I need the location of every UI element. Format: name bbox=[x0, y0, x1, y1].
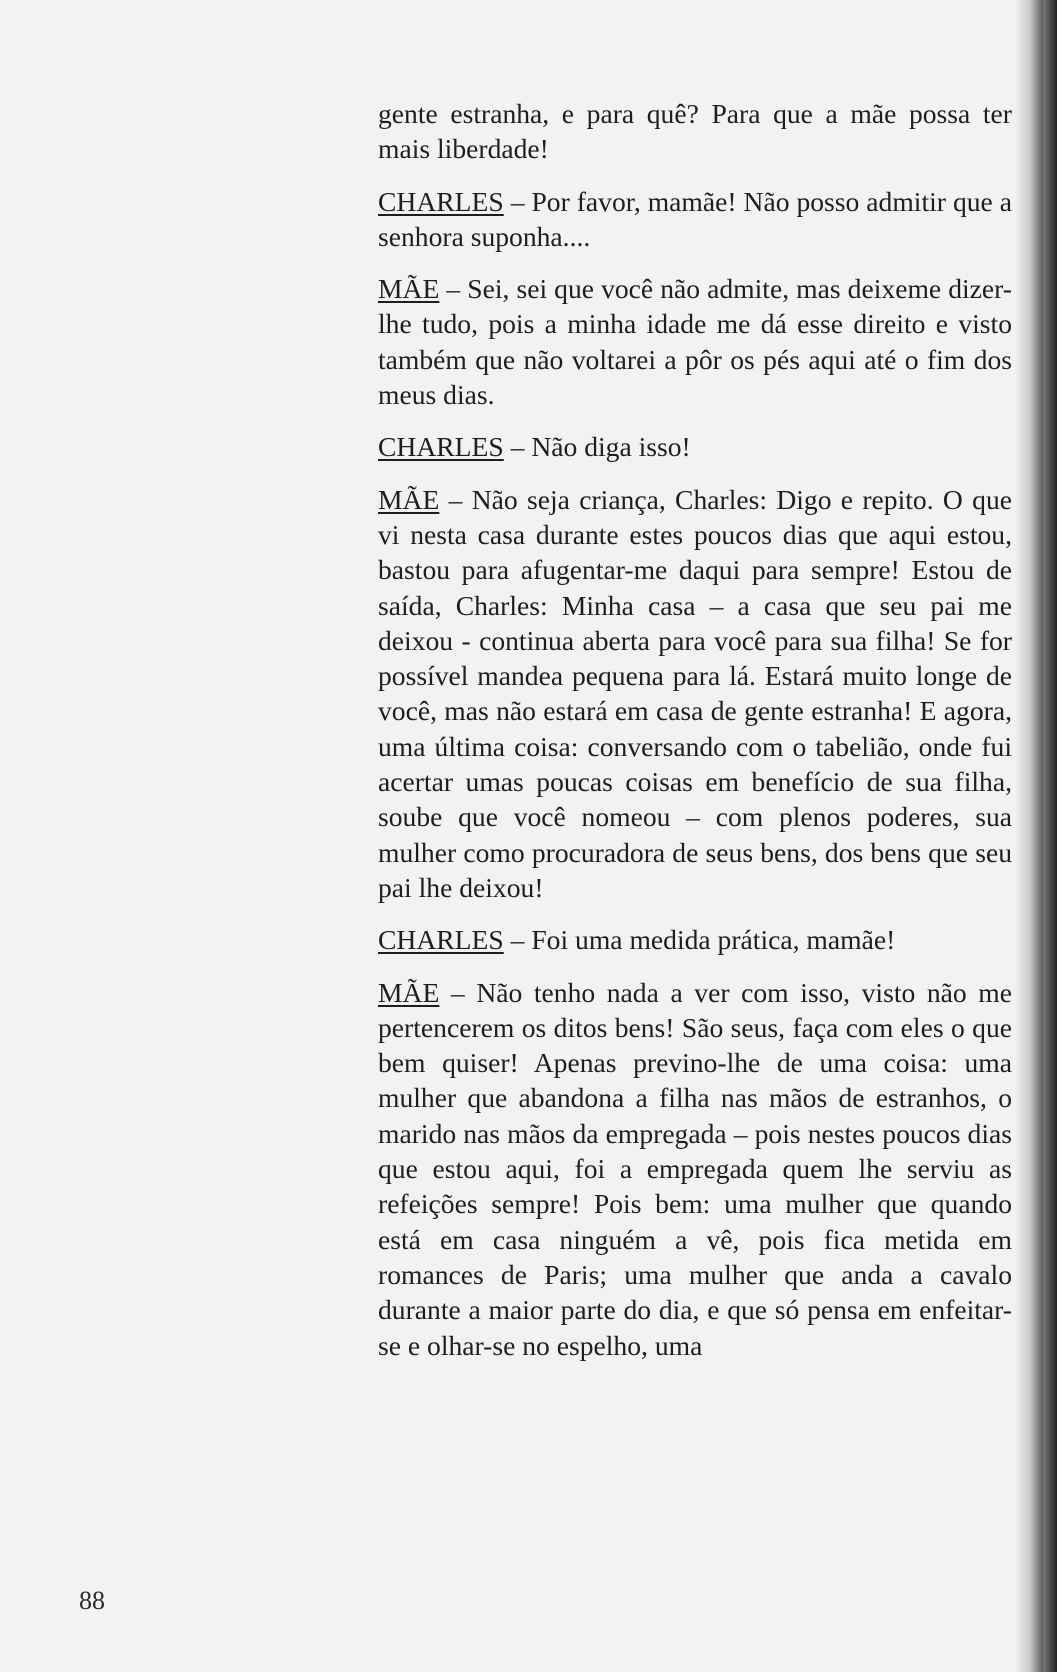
speaker-name: CHARLES bbox=[378, 185, 504, 217]
dialogue-separator: – bbox=[439, 976, 477, 1008]
paragraph-dialogue bbox=[378, 482, 1012, 906]
paragraph-text: Por favor, mamãe! Não posso admitir que a senhora suponha.... bbox=[378, 185, 1012, 252]
paragraph-text: Foi uma medida prática, mamãe! bbox=[531, 924, 896, 956]
paragraph-dialogue bbox=[378, 184, 1012, 255]
speaker-name: MÃE bbox=[378, 273, 440, 305]
page-number: 88 bbox=[79, 1586, 105, 1615]
speaker-name: MÃE bbox=[378, 976, 440, 1008]
paragraph-dialogue bbox=[378, 271, 1012, 412]
paragraph-text: gente estranha, e para quê? Para que a mãe possa ter mais liberdade! bbox=[378, 98, 1012, 165]
dialogue-separator: – bbox=[439, 483, 472, 515]
paragraph-dialogue bbox=[378, 429, 1012, 464]
paragraph-dialogue bbox=[378, 922, 1012, 957]
dialogue-separator: – bbox=[503, 431, 532, 463]
dialogue-separator: – bbox=[503, 924, 532, 956]
book-spine-shadow bbox=[1043, 0, 1057, 1672]
paragraph-text: Não tenho nada a ver com isso, visto não me pertencerem os ditos bens! São seus, faça com eles o que bem quiser! Apenas previno-lhe de uma coisa: uma mulher que abandona a filha nas mãos de estranhos, o marido nas mãos da empregada – pois nestes poucos dias que estou aqui, foi a empregada quem lhe serviu as refeições sempre! Pois bem: uma mulher que quando está em casa ninguém a vê, pois fica metida em romances de Paris; uma mulher que anda a cavalo durante a maior parte do dia, e que só pensa em enfeitar-se e olhar-se no espelho, uma bbox=[378, 976, 1013, 1361]
paragraph-text: Não seja criança, Charles: Digo e repito. O que vi nesta casa durante estes poucos dias que aqui estou, bastou para afugentar-me daqui para sempre! Estou de saída, Charles: Minha casa – a casa que seu pai me deixou - continua aberta para você para sua filha! Se for possível mandea pequena para lá. Estará muito longe de você, mas não estará em casa de gente estranha! E agora, uma última coisa: conversando com o tabelião, onde fui acertar umas poucas coisas em benefício de sua filha, soube que você nomeou – com plenos poderes, sua mulher como procuradora de seus bens, dos bens que seu pai lhe deixou! bbox=[378, 483, 1012, 903]
paragraph-text: Não diga isso! bbox=[531, 431, 691, 463]
speaker-name: CHARLES bbox=[378, 431, 504, 463]
paragraph-continuation bbox=[378, 96, 1012, 167]
paragraph-text: Sei, sei que você não admite, mas deixeme dizer-lhe tudo, pois a minha idade me dá esse direito e visto também que não voltarei a pôr os pés aqui até o fim dos meus dias. bbox=[378, 273, 1012, 411]
dialogue-separator: – bbox=[439, 273, 468, 305]
dialogue-separator: – bbox=[503, 185, 532, 217]
speaker-name: MÃE bbox=[378, 483, 440, 515]
paragraph-dialogue bbox=[378, 975, 1012, 1363]
dialogue-text-block bbox=[378, 96, 1012, 1380]
speaker-name: CHARLES bbox=[378, 924, 504, 956]
